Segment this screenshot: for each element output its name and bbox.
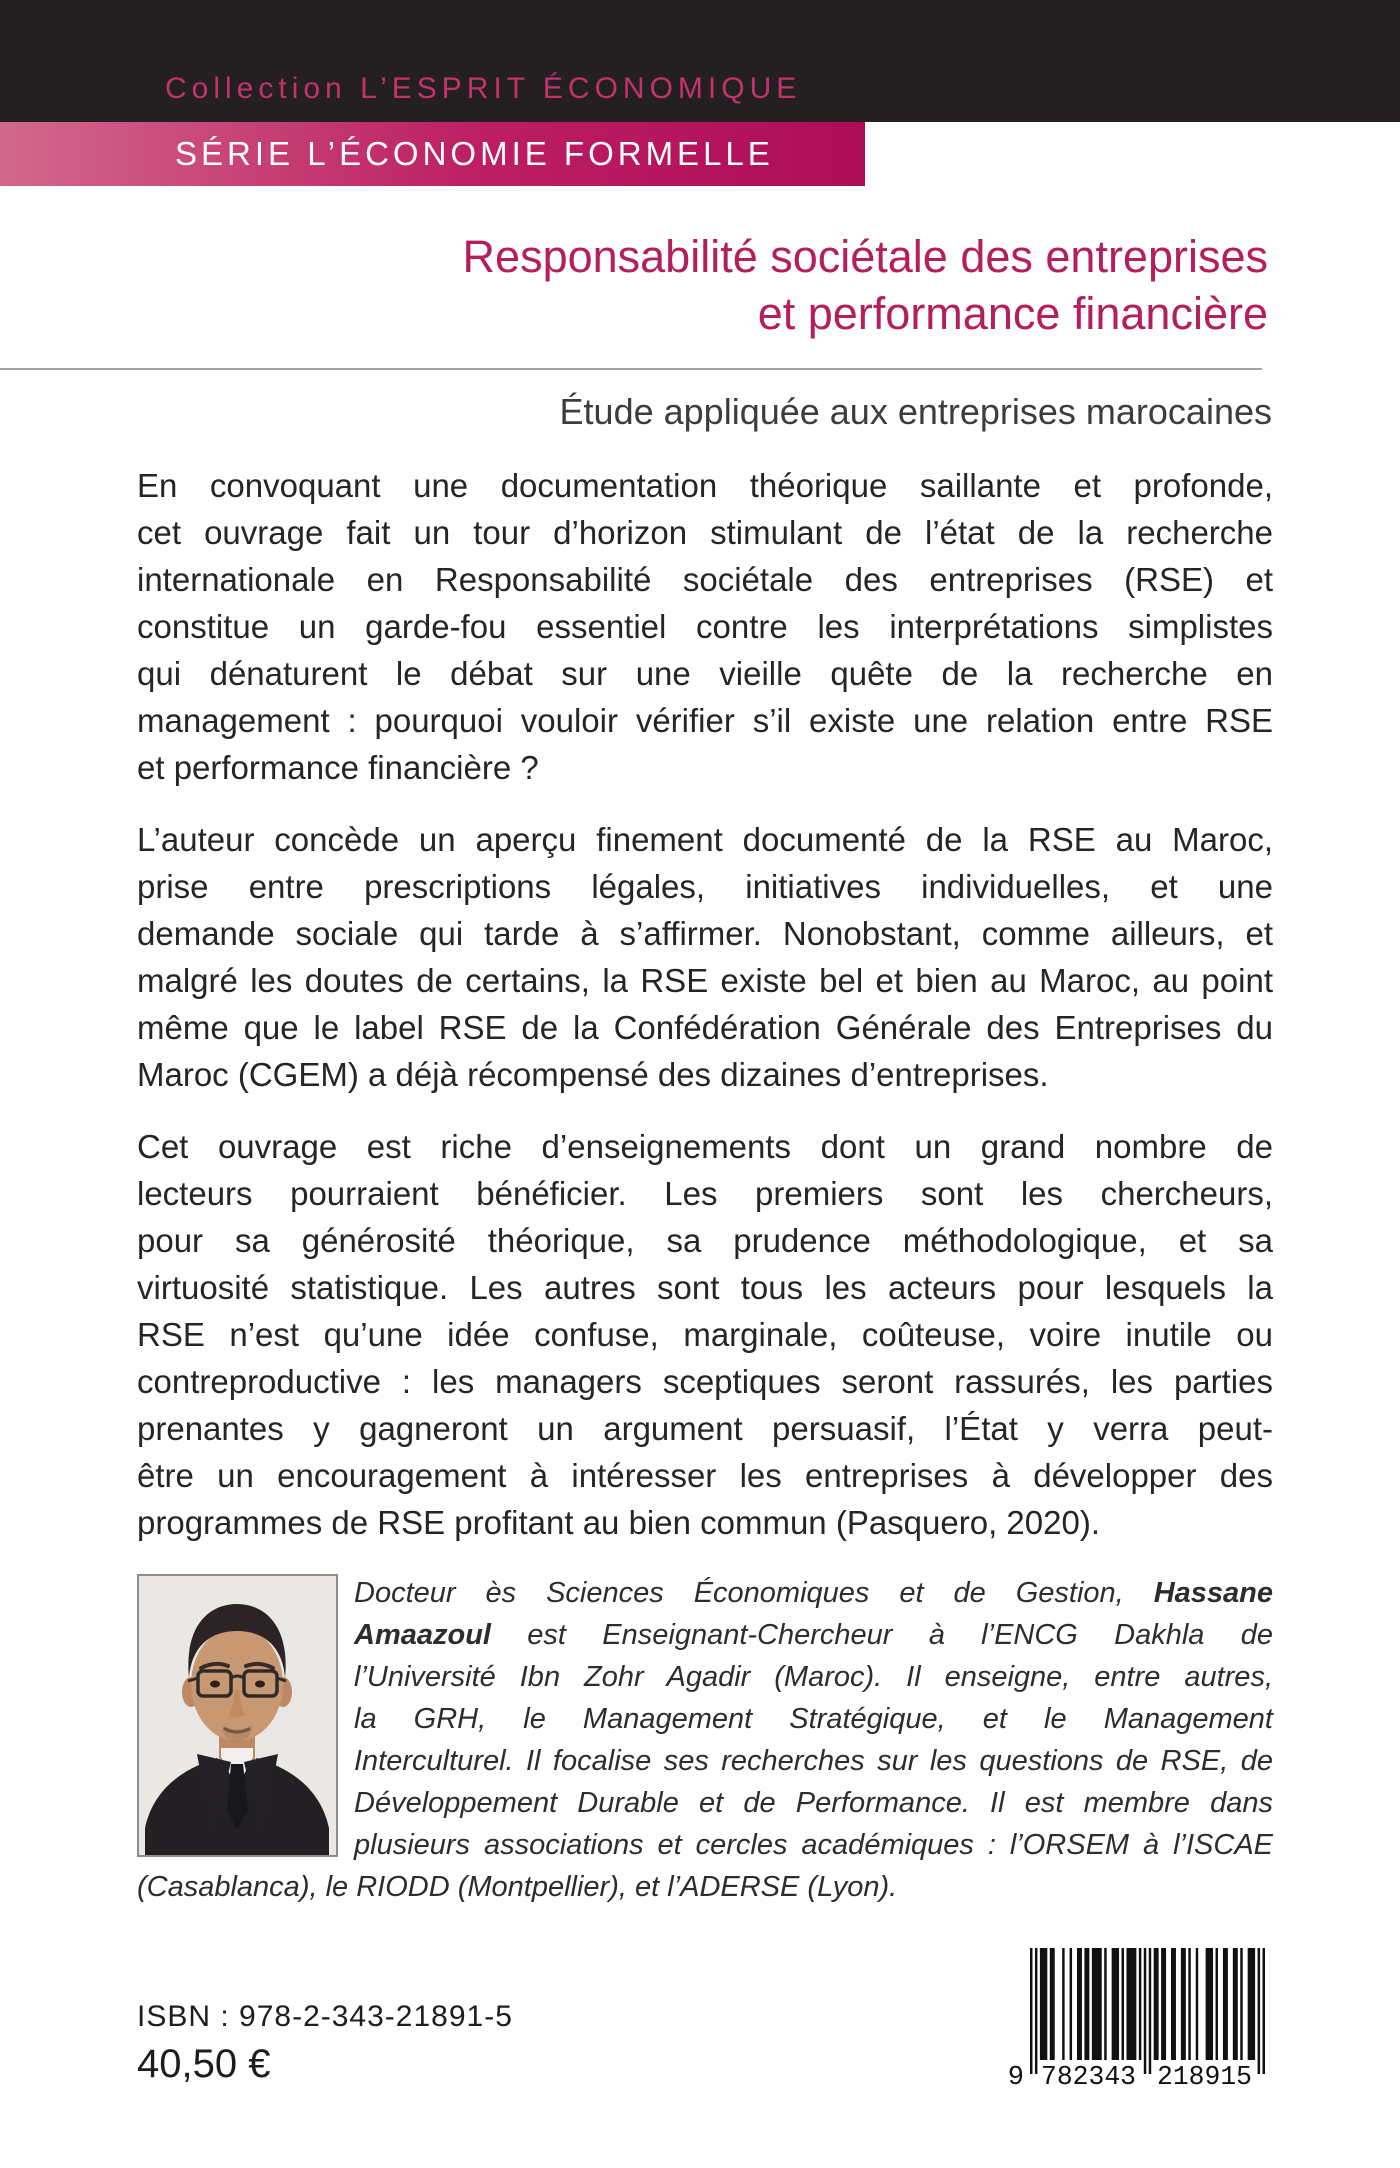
bio-line: plusieurs associations et cercles académiques : l’ORSEM à l’ISCAE (354, 1829, 1273, 1861)
subtitle: Étude appliquée aux entreprises marocaines (559, 391, 1272, 432)
author-name-part: Hassane (1153, 1577, 1273, 1609)
barcode-digits-left-group: 782343 (1041, 2063, 1136, 2088)
series-label: SÉRIE L’ÉCONOMIE FORMELLE (175, 135, 774, 172)
synopsis-line: RSE n’est qu’une idée confuse, marginale, coûteuse, voire inutile ou (137, 1316, 1273, 1353)
synopsis-line: En convoquant une documentation théorique saillante et profonde, (137, 467, 1273, 504)
synopsis-line: L’auteur concède un aperçu finement documenté de la RSE au Maroc, (137, 821, 1273, 858)
synopsis-line: même que le label RSE de la Confédération Générale des Entreprises du (137, 1009, 1273, 1046)
synopsis-paragraph-2 (137, 816, 1273, 1098)
synopsis-paragraph-1 (137, 462, 1273, 791)
book-title-line-2: et performance financière (757, 288, 1268, 339)
bio-line: l’Université Ibn Zohr Agadir (Maroc). Il enseigne, entre autres, (354, 1661, 1273, 1693)
synopsis-line: constitue un garde-fou essentiel contre les interprétations simplistes (137, 608, 1273, 645)
synopsis-line: prise entre prescriptions légales, initiatives individuelles, et une (137, 868, 1273, 905)
synopsis-line: être un encouragement à intéresser les entreprises à développer des (137, 1457, 1273, 1494)
bio-line: Développement Durable et de Performance. Il est membre dans (354, 1787, 1273, 1819)
book-title-line-1: Responsabilité sociétale des entreprises (462, 231, 1268, 282)
synopsis-line: management : pourquoi vouloir vérifier s’il existe une relation entre RSE (137, 702, 1273, 739)
price-label: 40,50 € (137, 2042, 271, 2086)
synopsis-line: cet ouvrage fait un tour d’horizon stimulant de l’état de la recherche (137, 514, 1273, 551)
divider-rule (0, 368, 1262, 370)
barcode-digit-prefix: 9 (1008, 2063, 1024, 2088)
synopsis-line: demande sociale qui tarde à s’affirmer. Nonobstant, comme ailleurs, et (137, 915, 1273, 952)
bio-line: la GRH, le Management Stratégique, et le Management (354, 1703, 1273, 1735)
series-bar (0, 122, 865, 186)
author-bio (137, 1572, 1273, 1908)
author-name-part: Amaazoul (354, 1619, 491, 1651)
barcode-svg (1008, 1948, 1268, 2088)
bio-text: est Enseignant-Chercheur à l’ENCG Dakhla de (490, 1619, 1273, 1651)
author-photo (137, 1574, 338, 1857)
bio-line: Interculturel. Il focalise ses recherches sur les questions de RSE, de (354, 1745, 1273, 1777)
book-title (463, 228, 1268, 342)
synopsis-line: prenantes y gagneront un argument persuasif, l’État y verra peut- (137, 1410, 1273, 1447)
ean13-barcode (1008, 1948, 1268, 2088)
synopsis-line: Maroc (CGEM) a déjà récompensé des dizaines d’entreprises. (137, 1056, 1049, 1093)
synopsis (137, 462, 1273, 1571)
synopsis-line: programmes de RSE profitant au bien commun (Pasquero, 2020). (137, 1504, 1100, 1541)
synopsis-line: contreproductive : les managers sceptiques seront rassurés, les parties (137, 1363, 1273, 1400)
synopsis-paragraph-3 (137, 1123, 1273, 1546)
synopsis-line: qui dénaturent le débat sur une vieille quête de la recherche en (137, 655, 1273, 692)
bio-line: (Casablanca), le RIODD (Montpellier), et l’ADERSE (Lyon). (137, 1871, 898, 1903)
synopsis-line: lecteurs pourraient bénéficier. Les premiers sont les chercheurs, (137, 1175, 1273, 1212)
synopsis-line: Cet ouvrage est riche d’enseignements dont un grand nombre de (137, 1128, 1273, 1165)
synopsis-line: virtuosité statistique. Les autres sont tous les acteurs pour lesquels la (137, 1269, 1273, 1306)
synopsis-line: internationale en Responsabilité sociétale des entreprises (RSE) et (137, 561, 1273, 598)
barcode-digits-right-group: 218915 (1157, 2063, 1252, 2088)
synopsis-line: et performance financière ? (137, 749, 539, 786)
author-portrait-illustration (139, 1576, 336, 1855)
synopsis-line: malgré les doutes de certains, la RSE existe bel et bien au Maroc, au point (137, 962, 1273, 999)
isbn-label: ISBN : 978-2-343-21891-5 (137, 2000, 513, 2033)
barcode-bars (1030, 1948, 1265, 2074)
collection-label: Collection L’ESPRIT ÉCONOMIQUE (165, 72, 802, 105)
top-band (0, 0, 1400, 122)
synopsis-line: pour sa générosité théorique, sa prudence méthodologique, et sa (137, 1222, 1273, 1259)
bio-text: Docteur ès Sciences Économiques et de Gestion, (354, 1577, 1154, 1609)
